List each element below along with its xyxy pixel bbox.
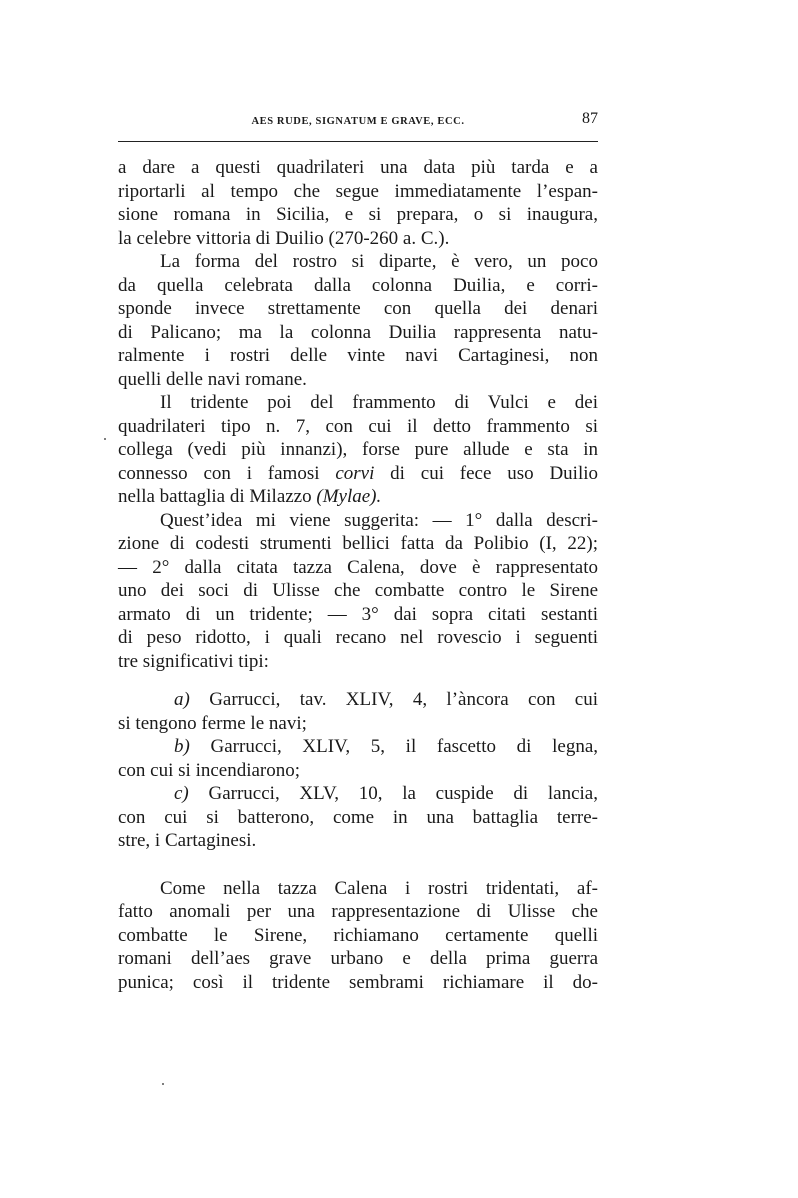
text-line <box>118 735 598 759</box>
page-header <box>118 110 598 134</box>
spacer <box>118 673 598 688</box>
text-line: riportarli al tempo che segue immediatamente l’espan- <box>118 180 598 202</box>
text-line: armato di un tridente; — 3° dai sopra citati sestanti <box>118 603 598 625</box>
list-marker: b) <box>174 736 190 757</box>
text-line: — 2° dalla citata tazza Calena, dove è rappresentato <box>118 556 598 578</box>
text-line: fatto anomali per una rappresentazione di Ulisse che <box>118 901 598 922</box>
text-line: a dare a questi quadrilateri una data più tarda e a <box>118 157 598 178</box>
text-line: La forma del rostro si diparte, è vero, un poco <box>160 251 598 272</box>
text-line: combatte le Sirene, richiamano certamente quelli <box>118 924 598 946</box>
list-item <box>118 735 598 782</box>
text-line: la celebre vittoria di Duilio (270-260 a. C.). <box>118 227 450 249</box>
text-line: zione di codesti strumenti bellici fatta da Polibio (I, 22); <box>118 533 598 554</box>
paragraph <box>118 156 598 250</box>
italic-term: (Mylae). <box>316 486 382 507</box>
text-line: di peso ridotto, i quali recano nel rovescio i seguenti <box>118 627 598 648</box>
text-line: si tengono ferme le navi; <box>118 712 307 734</box>
paragraph <box>118 509 598 674</box>
list-item <box>118 688 598 735</box>
ink-speck <box>104 438 106 440</box>
text-line: con cui si batterono, come in una battaglia terre- <box>118 806 598 828</box>
text-line: da quella celebrata dalla colonna Duilia, e corri- <box>118 274 598 296</box>
text-run: Garrucci, XLV, 10, la cuspide di lancia, <box>208 783 598 804</box>
running-title: AES RUDE, SIGNATUM E GRAVE, ECC. <box>251 116 465 127</box>
list-marker: a) <box>174 689 190 710</box>
text-line <box>118 462 598 486</box>
text-line: collega (vedi più innanzi), forse pure allude e sta in <box>118 439 598 460</box>
header-rule <box>118 141 598 142</box>
paragraph <box>118 250 598 391</box>
text-line: sponde invece strettamente con quella dei denari <box>118 298 598 319</box>
text-line <box>118 782 598 806</box>
text-run: di cui fece uso Duilio <box>374 462 598 484</box>
text-line: di Palicano; ma la colonna Duilia rappresenta natu- <box>118 321 598 343</box>
text-line: punica; così il tridente sembrami richiamare il do- <box>118 971 598 993</box>
text-run: connesso con i famosi <box>118 462 336 484</box>
text-line <box>118 688 598 712</box>
list-marker: c) <box>174 783 189 804</box>
text-line: quadrilateri tipo n. 7, con cui il detto frammento si <box>118 415 598 437</box>
text-line: Il tridente poi del frammento di Vulci e dei <box>160 392 598 413</box>
text-line: con cui si incendiarono; <box>118 759 301 781</box>
type-list <box>118 688 598 853</box>
text-line: sione romana in Sicilia, e si prepara, o si inaugura, <box>118 204 598 225</box>
text-line: uno dei soci di Ulisse che combatte contro le Sirene <box>118 580 598 601</box>
text-run: Garrucci, tav. XLIV, 4, l’àncora con cui <box>209 689 598 710</box>
list-item <box>118 782 598 853</box>
text-line: Quest’idea mi viene suggerita: — 1° dalla descri- <box>160 509 598 531</box>
spacer <box>118 853 598 877</box>
italic-term: corvi <box>335 462 375 484</box>
text-line: tre significativi tipi: <box>118 650 269 672</box>
paragraph <box>118 877 598 995</box>
text-run: nella battaglia di Milazzo <box>118 486 317 507</box>
text-line: quelli delle navi romane. <box>118 368 307 390</box>
text-line: stre, i Cartaginesi. <box>118 830 257 851</box>
text-line: ralmente i rostri delle vinte navi Cartaginesi, non <box>118 345 598 366</box>
page-body <box>118 156 598 994</box>
page-number: 87 <box>582 110 598 127</box>
text-run: Garrucci, XLIV, 5, il fascetto di legna, <box>210 736 598 757</box>
text-line <box>118 485 598 509</box>
ink-speck <box>162 1083 164 1085</box>
paragraph <box>118 391 598 509</box>
text-line: romani dell’aes grave urbano e della prima guerra <box>118 948 598 969</box>
text-line: Come nella tazza Calena i rostri tridentati, af- <box>160 877 598 899</box>
